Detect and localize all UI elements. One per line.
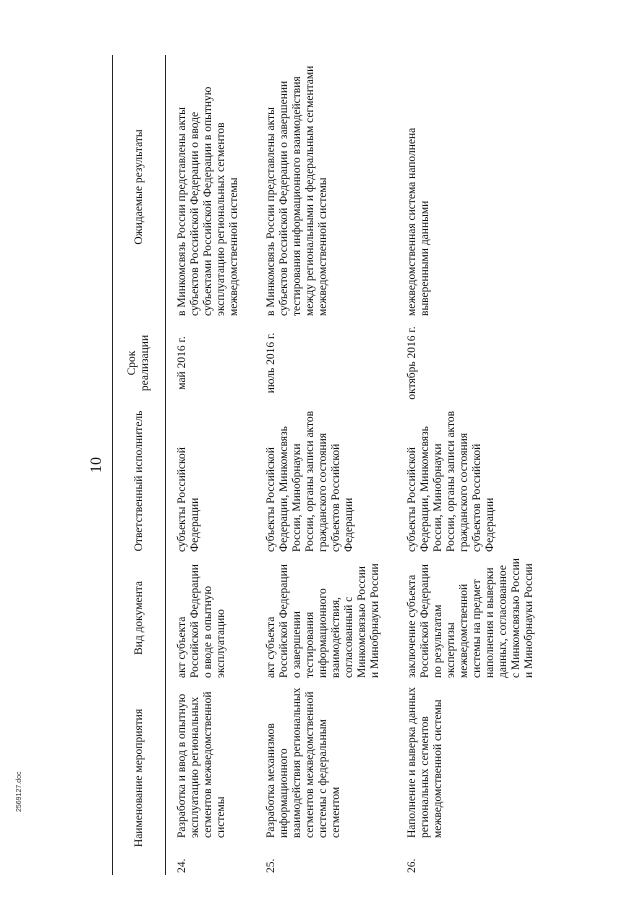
responsible-executor: субъекты Российской Федерации, Минкомсвязь России, Минобрнауки России, органы записи актов гражданского состояния субъектов Российской Федерации xyxy=(264,410,355,552)
deadline: май 2016 г. xyxy=(176,336,188,390)
document-file-code: 2569127.doc xyxy=(16,771,23,812)
table-row xyxy=(255,55,396,875)
document-type: акт субъекта Российской Федерации о вводе в опытную эксплуатацию xyxy=(176,564,227,678)
table-row xyxy=(396,55,550,875)
row-number: 25. xyxy=(264,858,277,873)
header-name: Наименование мероприятия xyxy=(113,681,166,875)
responsible-executor: субъекты Российской Федерации xyxy=(176,447,201,552)
measure-name: Наполнение и выверка данных региональных сегментов межведомственной системы xyxy=(405,687,444,838)
header-doc-type: Вид документа xyxy=(113,555,166,681)
document-type: акт субъекта Российской Федерации о завершении тестирования информационного взаимодействия, согласованный с Минкомсвязью России и Минобрнауки России xyxy=(264,563,381,678)
expected-results: в Минкомсвязь России представлены акты субъектов Российской Федерации о завершении тестирования информационного взаимодействия между региональными и федеральным сегментами межведомственной системы xyxy=(264,65,329,316)
page-number: 10 xyxy=(88,457,105,473)
measures-table xyxy=(112,55,550,875)
row-number: 26. xyxy=(405,858,418,873)
document-type: заключение субъекта Российской Федерации по результатам экспертизы межведомственной системы на предмет наполнения и выверки данных, согласованное с Минкомсвязью России и Минобрнауки России xyxy=(405,558,535,678)
measure-name: Разработка механизмов информационного взаимодействия региональных сегментов межведомственной системы с федеральным сегментом xyxy=(264,687,342,838)
row-number: 24. xyxy=(176,858,188,873)
table-header-row xyxy=(113,55,166,875)
deadline: октябрь 2016 г. xyxy=(405,326,418,400)
deadline: июль 2016 г. xyxy=(264,332,277,394)
table-row xyxy=(166,55,255,875)
expected-results: в Минкомсвязь России представлены акты субъектов Российской Федерации о вводе субъектами Российской Федерации в опытную эксплуатацию региональных сегментов межведомственной системы xyxy=(176,86,240,316)
responsible-executor: субъекты Российской Федерации, Минкомсвязь России, Минобрнауки России, органы записи актов гражданского состояния субъектов Российской Федерации xyxy=(405,410,496,552)
rotated-table-block xyxy=(80,55,595,875)
header-deadline: Срок реализации xyxy=(113,319,166,407)
expected-results: межведомственная система наполнена выверенными данными xyxy=(405,127,431,316)
measure-name: Разработка и ввод в опытную эксплуатацию региональных сегментов межведомственной системы xyxy=(176,691,227,838)
header-responsible: Ответственный исполнитель xyxy=(113,407,166,555)
header-results: Ожидаемые результаты xyxy=(113,55,166,319)
